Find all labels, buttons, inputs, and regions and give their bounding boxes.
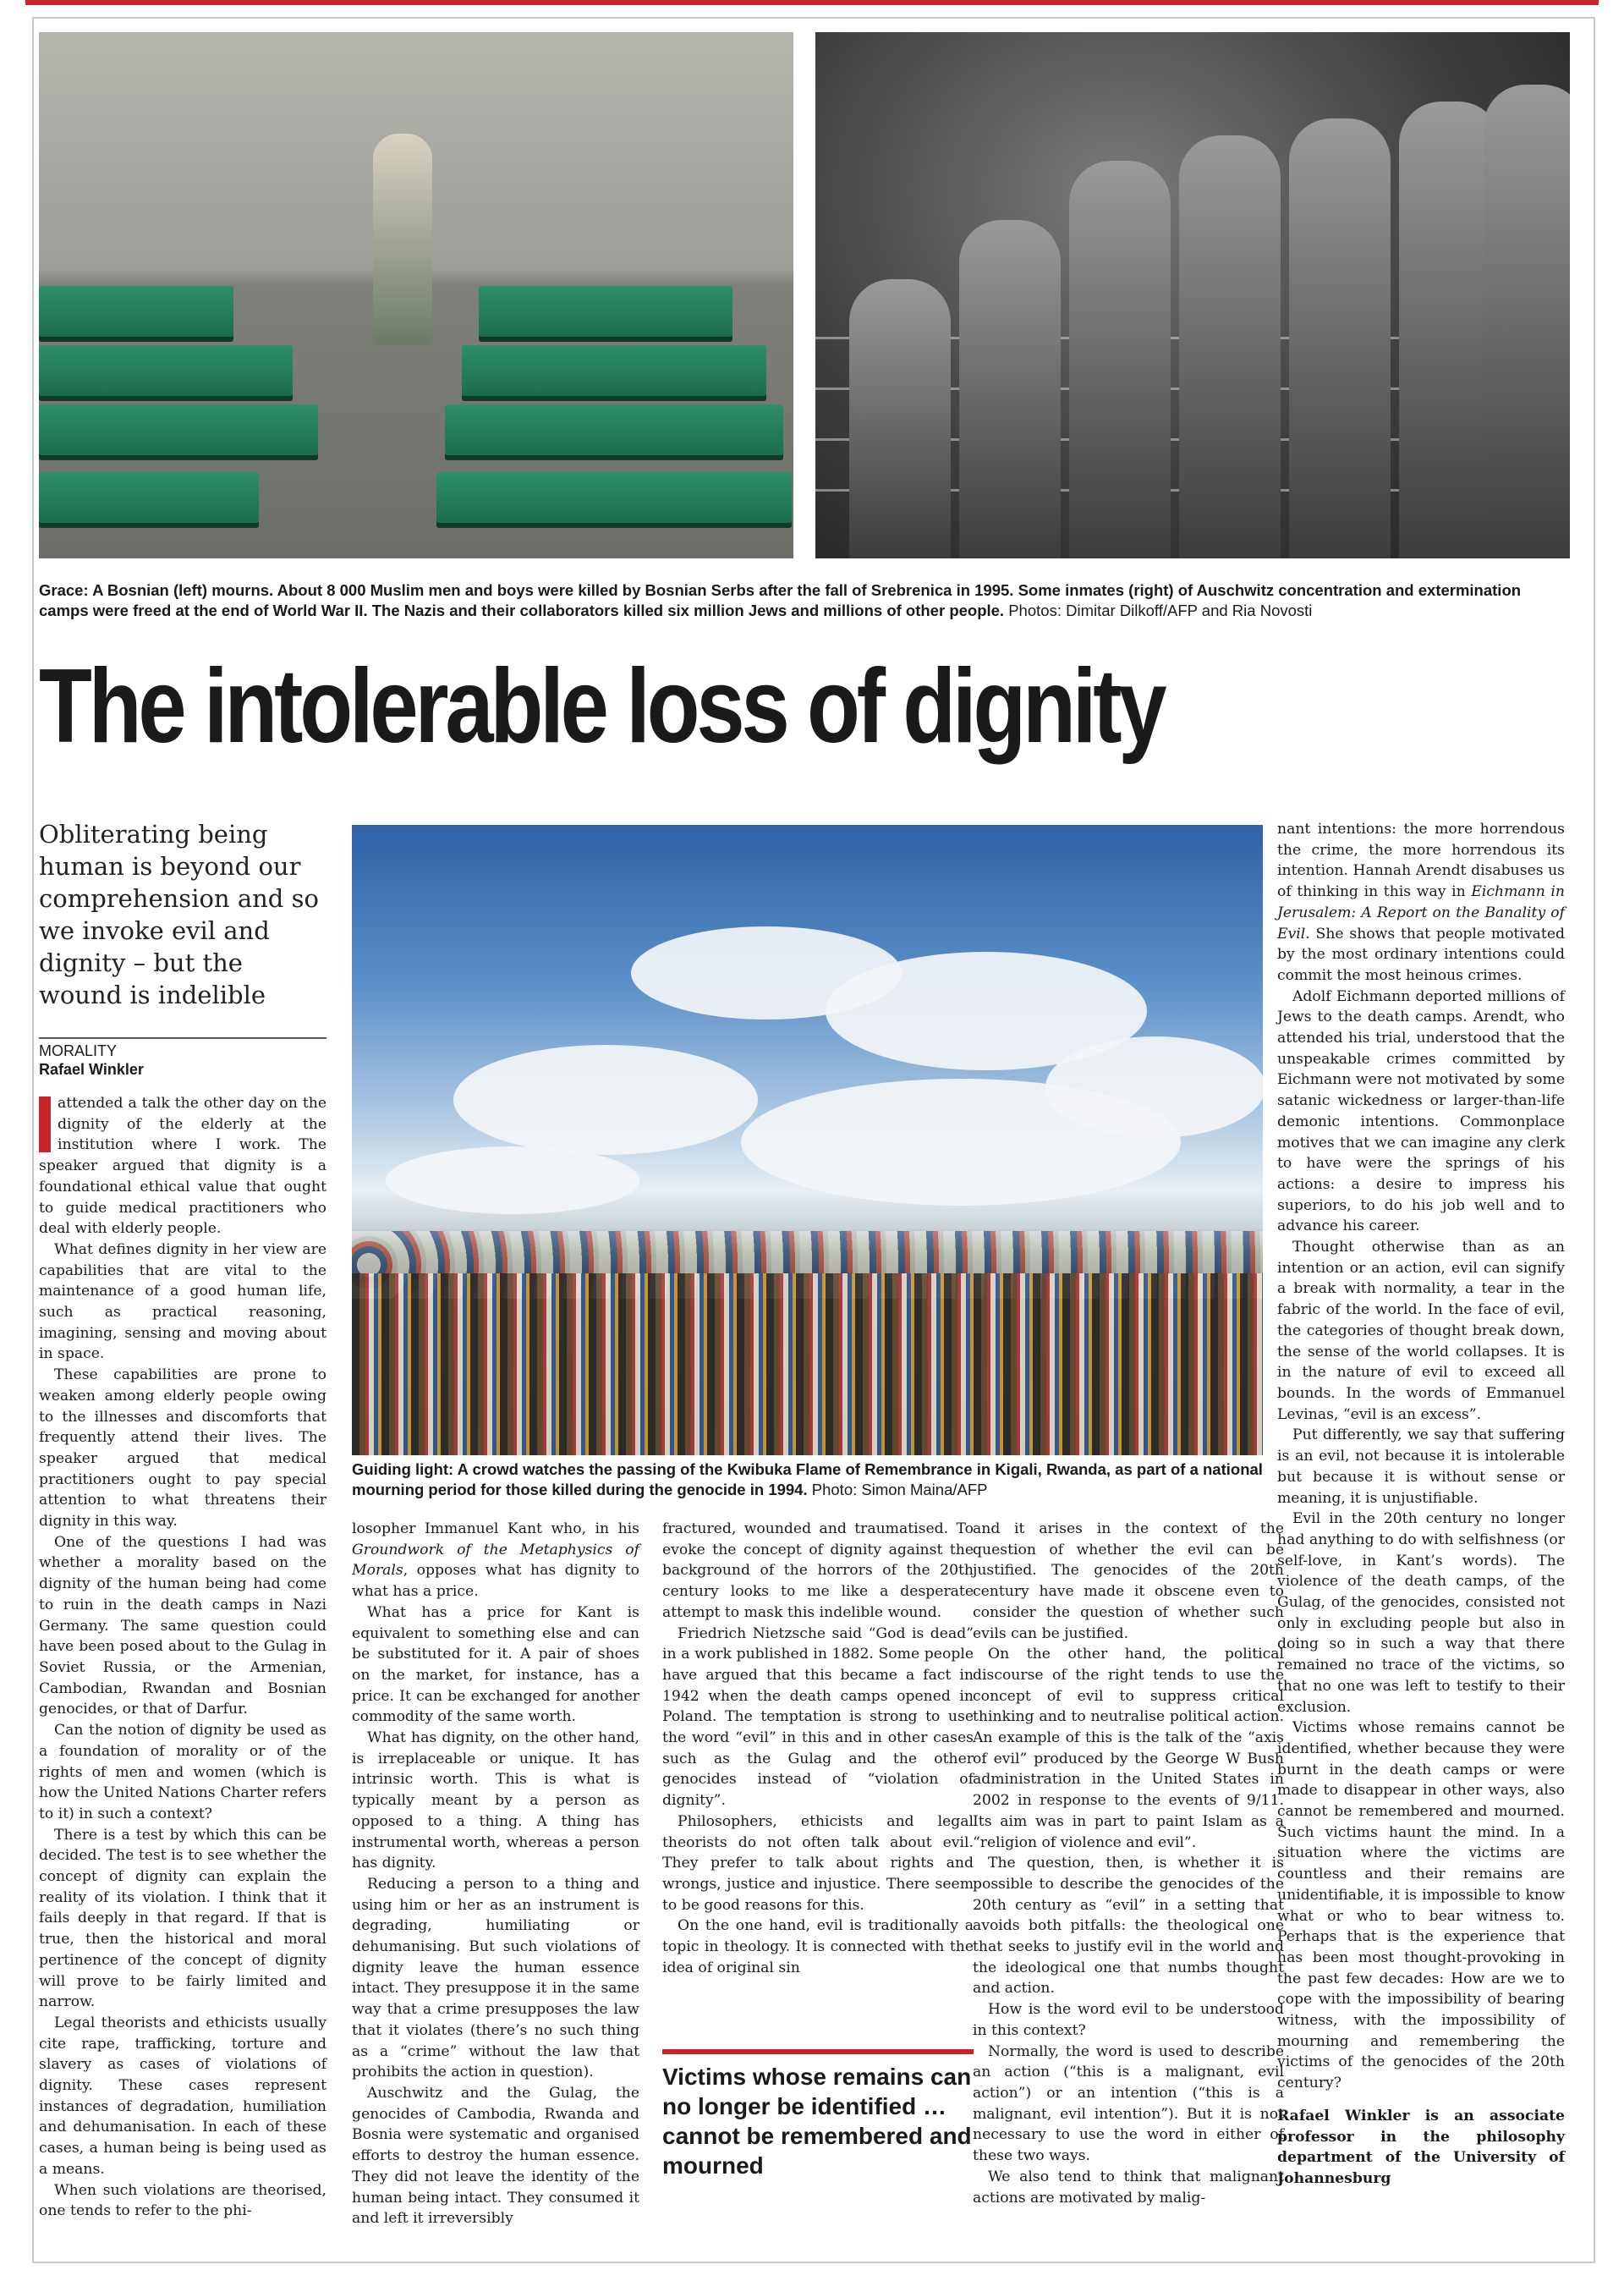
paragraph: Normally, the word is used to describe an action (“this is a malignant, evil action”) or an intention (“this is a malignant, evil intention”). But it is not necessary to use the word in either of these two ways. — [973, 2042, 1284, 2165]
pull-quote-rule — [662, 2049, 974, 2054]
paragraph: Evil in the 20th century no longer had anything to do with selfishness (or self-love, in Kant’s words). The violence of the death camps, of the Gulag, of the genocides, consisted not only in excluding people but also in doing so in such a way that there remained no trace of the victims, so that no one was left to testify to their exclusion. — [1277, 1510, 1565, 1716]
main-photo-caption — [352, 1459, 1263, 1500]
paragraph: These capabilities are prone to weaken among elderly people owing to the illnesses and discomforts that frequently attend their lives. The speaker argued that medical practitioners ought to pay special attention to what threatens their dignity in this way. — [39, 1366, 326, 1531]
paragraph: Auschwitz and the Gulag, the genocides of Cambodia, Rwanda and Bosnia were systematic and organised efforts to destroy the human essence. They did not leave the identity of the human being intact. They consumed it and left it irreversibly — [352, 2084, 639, 2228]
mourner-figure — [373, 134, 432, 345]
paragraph: We also tend to think that malignant actions are motivated by malig- — [973, 2168, 1284, 2207]
paragraph: Thought otherwise than as an intention or an action, evil can signify a break with normality, a tear in the fabric of the world. In the face of evil, the categories of thought break down, the sense of the world collapses. It is in the nature of evil to exceed all bounds. In the words of Emmanuel Levinas, “evil is an excess”. — [1277, 1239, 1565, 1423]
paragraph: attended a talk the other day on the dignity of the elderly at the institution where I work. The speaker argued that dignity is a foundational ethical value that ought to guide medical practitioners who deal with elderly people. — [39, 1095, 326, 1238]
paragraph: and it arises in the context of the question of whether the evil can be justified. The genocides of the 20th century have made it obscene even to consider the question of whether such evils can be justified. — [973, 1520, 1284, 1642]
paragraph: There is a test by which this can be decided. The test is to see whether the concept of dignity can explain the reality of its violation. I think that it fails deeply in that regard. If that is true, then the historical and moral pertinence of the concept of dignity will prove to be fairly limited and narrow. — [39, 1826, 326, 2011]
paragraph: Legal theorists and ethicists usually cite rape, trafficking, torture and slavery as cases of violations of dignity. These cases represent instances of degradation, humiliation and dehumanisation. In each of these cases, a human being is being used as a means. — [39, 2014, 326, 2178]
article-column-2 — [352, 1519, 639, 2229]
main-caption-credit: Photo: Simon Maina/AFP — [807, 1481, 988, 1498]
section-rule — [25, 0, 1599, 5]
article-column-5 — [1277, 819, 1565, 2190]
drop-cap-marker — [39, 1097, 51, 1152]
main-caption-text: Guiding light: A crowd watches the passing of the Kwibuka Flame of Remembrance in Kigali, Rwanda, as part of a national mourning period for those killed during the genocide in 1994. — [352, 1460, 1263, 1498]
paragraph: When such violations are theorised, one tends to refer to the phi- — [39, 2181, 326, 2220]
paragraph: fractured, wounded and traumatised. To evoke the concept of dignity against the background of the horrors of the 20th century looks to me like a desperate attempt to mask this indelible wound. — [662, 1520, 974, 1621]
paragraph: On the other hand, the political discourse of the right tends to use the concept of evil to suppress critical thinking and to neutralise political action. An example of this is the talk of the “axis of evil” produced by the George W Bush administration in the United States in 2002 in response to the events of 9/11. Its aim was in part to paint Islam as a “religion of violence and evil”. — [973, 1646, 1284, 1851]
paragraph: Reducing a person to a thing and using him or her as an instrument is degrading, humiliating or dehumanising. But such violations of dignity leave the human essence intact. They presuppose it in the same way that a crime presupposes the law that it violates (there’s no such thing as a “crime” without the law that prohibits the action in question). — [352, 1875, 639, 2081]
photo-srebrenica-mourner — [39, 32, 793, 558]
article-column-4 — [973, 1519, 1284, 2208]
paragraph: losopher Immanuel Kant who, in his Groundwork of the Metaphysics of Morals, opposes what has dignity to what has a price. — [352, 1520, 639, 1601]
author-byline: Rafael Winkler — [39, 1061, 144, 1078]
top-caption-text: Grace: A Bosnian (left) mourns. About 8 000 Muslim men and boys were killed by Bosnian Serbs after the fall of Srebrenica in 1995. Some inmates (right) of Auschwitz concentration and extermination camps were freed at the end of World War II. The Nazis and their collaborators killed six million Jews and millions of other people. — [39, 581, 1522, 619]
paragraph: How is the word evil to be understood in this context? — [973, 2001, 1284, 2039]
paragraph: What has a price for Kant is equivalent to something else and can be substituted for it. A pair of shoes on the market, for instance, has a price. It can be exchanged for another commodity of the same worth. — [352, 1603, 639, 1726]
page-title: The intolerable loss of dignity — [39, 648, 1164, 765]
paragraph: On the one hand, evil is traditionally a topic in theology. It is connected with the idea of original sin — [662, 1917, 974, 1976]
crowd — [352, 1273, 1263, 1455]
paragraph: What defines dignity in her view are capabilities that are vital to the maintenance of a good human life, such as practical reasoning, imagining, sensing and moving about in space. — [39, 1240, 326, 1363]
paragraph: One of the questions I had was whether a morality based on the dignity of the human being had come to ruin in the death camps in Nazi Germany. The same question could have been posed about to the Gulag in Soviet Russia, or the Armenian, Cambodian, Rwandan and Bosnian genocides, or that of Darfur. — [39, 1533, 326, 1718]
newspaper-page — [25, 0, 1599, 2270]
section-kicker: MORALITY — [39, 1042, 118, 1059]
top-photo-caption — [39, 580, 1570, 621]
paragraph: What has dignity, on the other hand, is irreplaceable or unique. It has intrinsic worth. This is what is typically meant by a person as opposed to a thing. A thing has instrumental worth, whereas a person has dignity. — [352, 1729, 639, 1872]
paragraph: Friedrich Nietzsche said “God is dead” in a work published in 1882. Some people have argued that this became a fact in 1942 when the death camps opened in Poland. The temptation is strong to use the word “evil” in this and in other cases such as the Gulag and the other genocides instead of “violation of dignity”. — [662, 1624, 974, 1810]
pull-quote: Victims whose remains can no longer be identified … cannot be remembered and mourned — [662, 2064, 972, 2179]
paragraph: Victims whose remains cannot be identified, whether because they were burnt in the death camps or were made to disappear in other ways, also cannot be remembered and mourned. Such victims haunt the mind. In a situation where the victims are countless and their remains are unidentifiable, it is impossible to know what or who to bear witness to. Perhaps that is the experience that has been most thought-provoking in the past few decades: How are we to cope with the impossibility of bearing witness, with the impossibility of mourning and remembering the victims of the genocides of the 20th century? — [1277, 1719, 1565, 2092]
photo-auschwitz-inmates — [815, 32, 1570, 558]
article-column-3 — [662, 1519, 974, 1978]
paragraph: Put differently, we say that suffering is an evil, not because it is intolerable but because it is without sense or meaning, it is unjustifiable. — [1277, 1426, 1565, 1507]
paragraph: Philosophers, ethicists and legal theorists do not often talk about evil. They prefer to talk about rights and wrongs, justice and injustice. There seem to be good reasons for this. — [662, 1812, 974, 1914]
paragraph: Can the notion of dignity be used as a foundation of morality or of the rights of men and women (which is how the United Nations Charter refers to it) in such a context? — [39, 1722, 326, 1822]
byline-rule — [39, 1037, 326, 1039]
top-caption-credit: Photos: Dimitar Dilkoff/AFP and Ria Novosti — [1004, 602, 1313, 619]
paragraph: The question, then, is whether it is possible to describe the genocides of the 20th century as “evil” in a setting that avoids both pitfalls: the theological one that seeks to justify evil in the world and the ideological one that numbs thought and action. — [973, 1855, 1284, 1998]
article-column-1 — [39, 1093, 326, 2222]
photo-kigali-crowd — [352, 825, 1263, 1455]
standfirst: Obliterating being human is beyond our comprehension and so we invoke evil and dignity – but the wound is indelible — [39, 820, 319, 1009]
paragraph: Adolf Eichmann deported millions of Jews to the death camps. Arendt, who attended his trial, understood that the unspeakable crimes committed by Eichmann were not motivated by some satanic wickedness or larger-than-life demonic intentions. Commonplace motives that we can imagine any clerk to have were the springs of his actions: a desire to impress his superiors, to do his job well and to advance his career. — [1277, 987, 1565, 1235]
paragraph: nant intentions: the more horrendous the crime, the more horrendous its intention. Hannah Arendt disabuses us of thinking in this way in Eichmann in Jerusalem: A Report on the Banality of Evil. She shows that people motivated by the most ordinary intentions could commit the most heinous crimes. — [1277, 821, 1565, 984]
author-bio: Rafael Winkler is an associate professor in the philosophy department of the University of Johannesburg — [1277, 2107, 1565, 2187]
page-frame — [32, 17, 1595, 2263]
